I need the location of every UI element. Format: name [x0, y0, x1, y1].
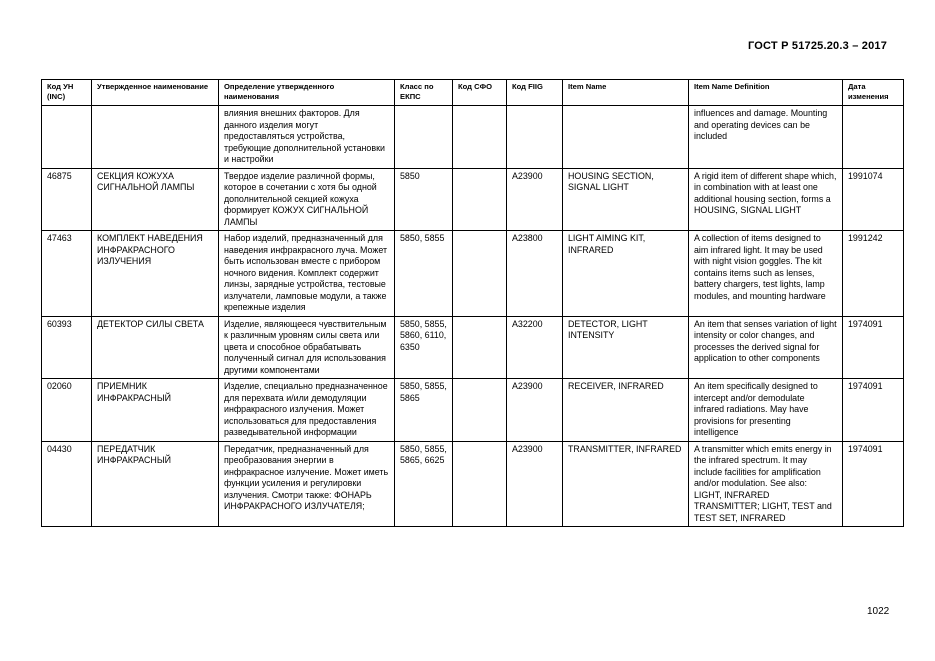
page-number: 1022 — [867, 606, 890, 617]
cell-inc: 46875 — [42, 168, 92, 231]
header-item-name: Item Name — [563, 80, 689, 106]
cell-ekps: 5850, 5855, 5860, 6110, 6350 — [395, 316, 453, 379]
document-standard-header: ГОСТ Р 51725.20.3 – 2017 — [748, 40, 888, 52]
cell-definition-ru: Изделие, являющееся чувствительным к различным уровням силы света или цвета и способное обрабатывать полученный сигнал для использования другими компонентами — [219, 316, 395, 379]
table-header-row — [42, 80, 904, 106]
cell-name-ru: ПРИЕМНИК ИНФРАКРАСНЫЙ — [92, 379, 219, 442]
header-definition-ru: Определение утвержденного наименования — [219, 80, 395, 106]
cell-inc — [42, 106, 92, 169]
cell-name-ru: КОМПЛЕКТ НАВЕДЕНИЯ ИНФРАКРАСНОГО ИЗЛУЧЕНИЯ — [92, 231, 219, 317]
cell-sfo — [453, 441, 507, 527]
cell-inc: 60393 — [42, 316, 92, 379]
cell-definition-en: A transmitter which emits energy in the infrared spectrum. It may include facilities for amplification and/or modulation. See also: LIGHT, INFRARED TRANSMITTER; LIGHT, TEST and TEST SET, INFRARED — [689, 441, 843, 527]
cell-item-name: LIGHT AIMING KIT, INFRARED — [563, 231, 689, 317]
cell-definition-en: An item specifically designed to intercept and/or demodulate infrared radiations. May have provisions for presenting intelligence — [689, 379, 843, 442]
cell-definition-ru: влияния внешних факторов. Для данного изделия могут предоставляться устройства, требующие дополнительной установки и настройки — [219, 106, 395, 169]
cell-sfo — [453, 168, 507, 231]
cell-ekps — [395, 106, 453, 169]
header-fiig-code: Код FIIG — [507, 80, 563, 106]
cell-sfo — [453, 231, 507, 317]
cell-fiig: A23800 — [507, 231, 563, 317]
cell-ekps: 5850, 5855, 5865, 6625 — [395, 441, 453, 527]
cell-fiig: A23900 — [507, 441, 563, 527]
header-sfo-code: Код СФО — [453, 80, 507, 106]
table-row — [42, 441, 904, 527]
cell-item-name: RECEIVER, INFRARED — [563, 379, 689, 442]
table-row — [42, 168, 904, 231]
cell-item-name: TRANSMITTER, INFRARED — [563, 441, 689, 527]
cell-sfo — [453, 379, 507, 442]
cell-definition-en: A rigid item of different shape which, in combination with at least one additional housing section, forms a HOUSING, SIGNAL LIGHT — [689, 168, 843, 231]
catalog-table — [41, 79, 904, 527]
cell-definition-ru: Передатчик, предназначенный для преобразования энергии в инфракрасное излучение. Может иметь функции усиления и регулировки излучения. Смотри также: ФОНАРЬ ИНФРАКРАСНОГО ИЗЛУЧАТЕЛЯ; — [219, 441, 395, 527]
cell-sfo — [453, 316, 507, 379]
cell-item-name — [563, 106, 689, 169]
cell-date: 1974091 — [843, 441, 904, 527]
table-row-continuation — [42, 106, 904, 169]
header-change-date: Дата изменения — [843, 80, 904, 106]
cell-definition-ru: Твердое изделие различной формы, которое в сочетании с хотя бы одной дополнительной секцией кожуха формирует КОЖУХ СИГНАЛЬНОЙ ЛАМПЫ — [219, 168, 395, 231]
table-row — [42, 316, 904, 379]
cell-item-name: DETECTOR, LIGHT INTENSITY — [563, 316, 689, 379]
cell-definition-en: An item that senses variation of light intensity or color changes, and processes the derived signal for application to other components — [689, 316, 843, 379]
cell-name-ru — [92, 106, 219, 169]
cell-name-ru: ПЕРЕДАТЧИК ИНФРАКРАСНЫЙ — [92, 441, 219, 527]
cell-name-ru: СЕКЦИЯ КОЖУХА СИГНАЛЬНОЙ ЛАМПЫ — [92, 168, 219, 231]
cell-definition-en: A collection of items designed to aim infrared light. It may be used with night vision goggles. The kit contains items such as lenses, battery chargers, test lights, lamp modules, and mounting hardware — [689, 231, 843, 317]
cell-date: 1974091 — [843, 316, 904, 379]
cell-definition-ru: Набор изделий, предназначенный для наведения инфракрасного луча. Может быть использован вместе с прибором ночного видения. Комплект содержит линзы, зарядные устройства, тестовые излучатели, ламповые модули, а также крепежные изделия — [219, 231, 395, 317]
cell-name-ru: ДЕТЕКТОР СИЛЫ СВЕТА — [92, 316, 219, 379]
table-row — [42, 231, 904, 317]
cell-definition-ru: Изделие, специально предназначенное для перехвата и/или демодуляции инфракрасного излучения. Может использоваться для предоставления разведывательной информации — [219, 379, 395, 442]
cell-definition-en: influences and damage. Mounting and operating devices can be included — [689, 106, 843, 169]
cell-ekps: 5850 — [395, 168, 453, 231]
cell-inc: 04430 — [42, 441, 92, 527]
cell-ekps: 5850, 5855, 5865 — [395, 379, 453, 442]
header-item-definition: Item Name Definition — [689, 80, 843, 106]
cell-date — [843, 106, 904, 169]
cell-fiig: A23900 — [507, 168, 563, 231]
cell-fiig: A32200 — [507, 316, 563, 379]
cell-fiig — [507, 106, 563, 169]
header-approved-name: Утвержденное наименование — [92, 80, 219, 106]
table-row — [42, 379, 904, 442]
header-inc: Код УН (INC) — [42, 80, 92, 106]
cell-item-name: HOUSING SECTION, SIGNAL LIGHT — [563, 168, 689, 231]
cell-date: 1991242 — [843, 231, 904, 317]
cell-fiig: A23900 — [507, 379, 563, 442]
cell-inc: 47463 — [42, 231, 92, 317]
cell-inc: 02060 — [42, 379, 92, 442]
header-ekps-class: Класс по ЕКПС — [395, 80, 453, 106]
cell-date: 1991074 — [843, 168, 904, 231]
cell-sfo — [453, 106, 507, 169]
cell-date: 1974091 — [843, 379, 904, 442]
cell-ekps: 5850, 5855 — [395, 231, 453, 317]
